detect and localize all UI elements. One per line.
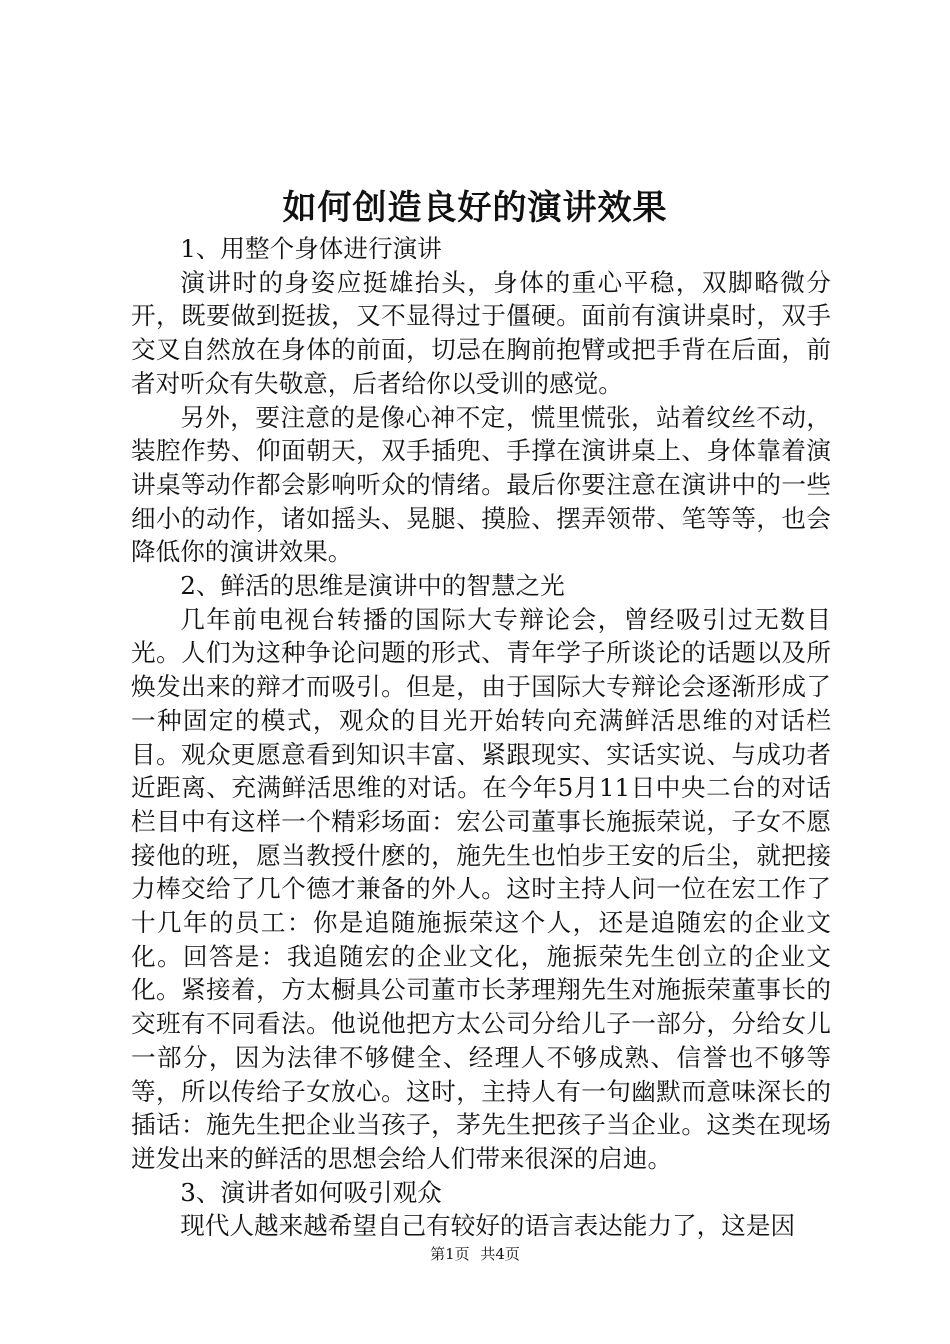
paragraph-3-1: 现代人越来越希望自己有较好的语言表达能力了，这是因 (180, 1211, 796, 1241)
page-title: 如何创造良好的演讲效果 (282, 188, 668, 228)
page-total: 共4页 (480, 1245, 520, 1263)
paragraph-1-1: 演讲时的身姿应挺雄抬头，身体的重心平稳，双脚略微分开，既要做到挺拔，又不显得过于僵硬。面前有演讲桌时，双手交叉自然放在身体的前面，切忌在胸前抱臂或把手背在后面，前者对听众有失敬意，后者给你以受训的感觉。 (131, 267, 831, 398)
page-footer (0, 1244, 950, 1264)
section-heading-1: 1、用整个身体进行演讲 (180, 234, 442, 263)
section-heading-3: 3、演讲者如何吸引观众 (180, 1177, 442, 1207)
paragraph-2-1: 几年前电视台转播的国际大专辩论会，曾经吸引过无数目光。人们为这种争论问题的形式、青年学子所谈论的话题以及所焕发出来的辩才而吸引。但是，由于国际大专辩论会逐渐形成了一种固定的模式，观众的目光开始转向充满鲜活思维的对话栏目。观众更愿意看到知识丰富、紧跟现实、实话实说、与成功者近距离、充满鲜活思维的对话。在今年5月11日中央二台的对话栏目中有这样一个精彩场面：宏公司董事长施振荣说，子女不愿接他的班，愿当教授什麽的，施先生也怕步王安的后尘，就把接力棒交给了几个德才兼备的外人。这时主持人问一位在宏工作了十几年的员工：你是追随施振荣这个人，还是追随宏的企业文化。回答是：我追随宏的企业文化，施振荣先生创立的企业文化。紧接着，方太橱具公司董市长茅理翔先生对施振荣董事长的交班有不同看法。他说他把方太公司分给儿子一部分，分给女儿一部分，因为法律不够健全、经理人不够成熟、信誉也不够等等，所以传给子女放心。这时，主持人有一句幽默而意味深长的插话：施先生把企业当孩子，茅先生把孩子当企业。这类在现场迸发出来的鲜活的思想会给人们带来很深的启迪。 (131, 604, 831, 1173)
page-number: 第1页 (430, 1245, 470, 1263)
section-heading-2: 2、鲜活的思维是演讲中的智慧之光 (180, 571, 565, 601)
paragraph-1-2: 另外，要注意的是像心神不定，慌里慌张，站着纹丝不动，装腔作势、仰面朝天，双手插兜、手撑在演讲桌上、身体靠着演讲桌等动作都会影响听众的情绪。最后你要注意在演讲中的一些细小的动作，诸如摇头、晃腿、摸脸、摆弄领带、笔等等，也会降低你的演讲效果。 (131, 402, 831, 567)
document-body (131, 232, 831, 1243)
